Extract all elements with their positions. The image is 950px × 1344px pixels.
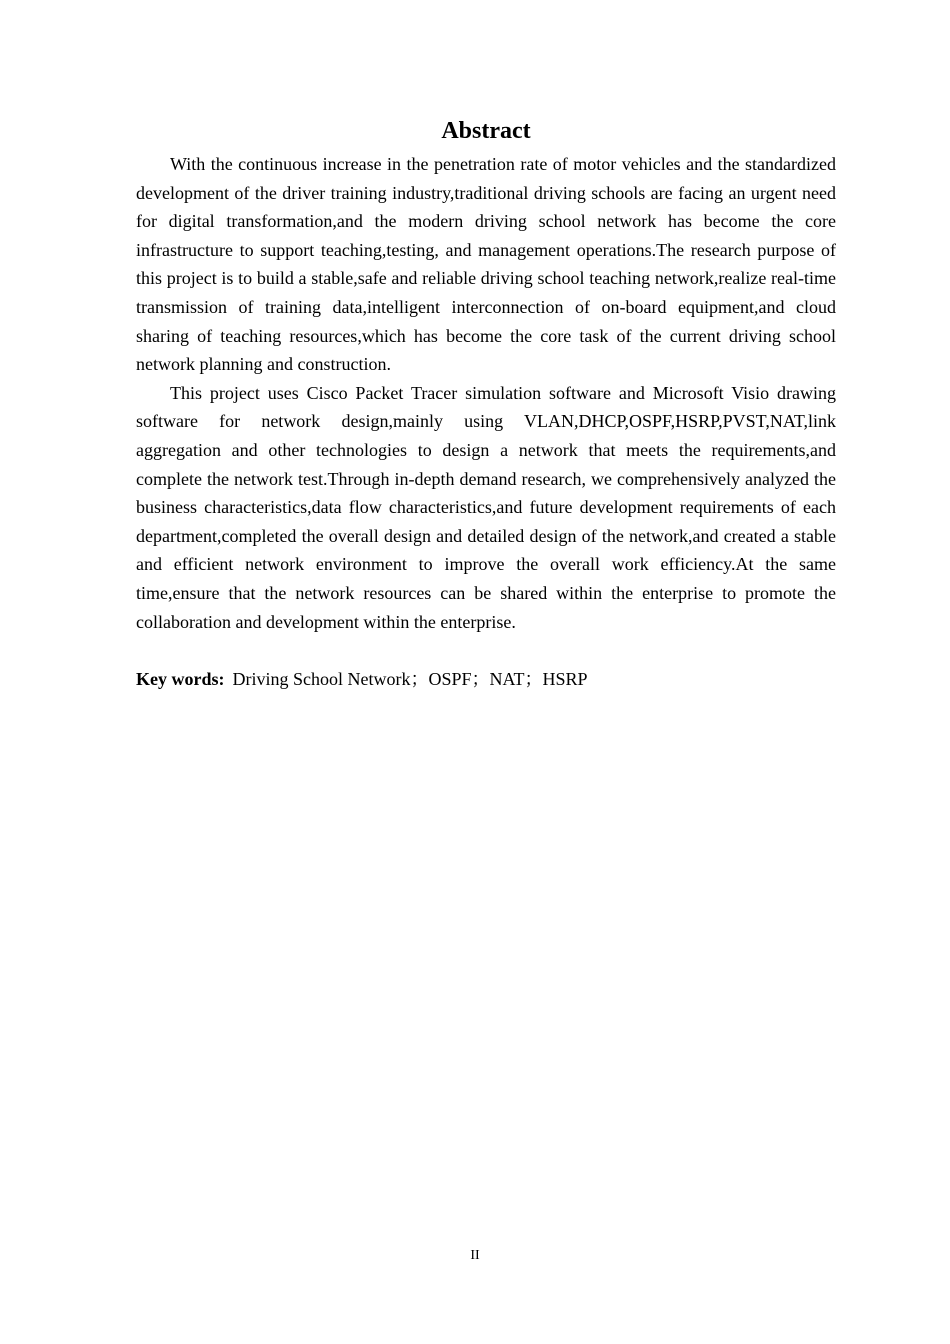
abstract-title: Abstract: [441, 118, 531, 144]
keywords-label: Key words:: [136, 669, 225, 689]
page-number: II: [470, 1248, 480, 1263]
keywords-line: [136, 664, 836, 694]
abstract-paragraph-2: This project uses Cisco Packet Tracer simulation software and Microsoft Visio drawing software for network design,mainly using VLAN,DHCP,OSPF,HSRP,PVST,NAT,link aggregation and other technologies to design a network that meets the requirements,and complete the network test.Through in-depth demand research, we comprehensively analyzed the business characteristics,data flow characteristics,and future development requirements of each department,completed the overall design and detailed design of the network,and created a stable and efficient network environment to improve the overall work efficiency.At the same time,ensure that the network resources can be shared within the enterprise to promote the collaboration and development within the enterprise.: [136, 382, 836, 632]
abstract-paragraph-1: With the continuous increase in the penetration rate of motor vehicles and the standardized development of the driver training industry,traditional driving schools are facing an urgent need for digital transformation,and the modern driving school network has become the core infrastructure to support teaching,testing, and management operations.The research purpose of this project is to build a stable,safe and reliable driving school teaching network,realize real-time transmission of training data,intelligent interconnection of on-board equipment,and cloud sharing of teaching resources,which has become the core task of the current driving school network planning and construction.: [136, 154, 836, 375]
abstract-body: [136, 150, 836, 636]
keywords-value: Driving School Network；OSPF；NAT；HSRP: [232, 669, 588, 689]
